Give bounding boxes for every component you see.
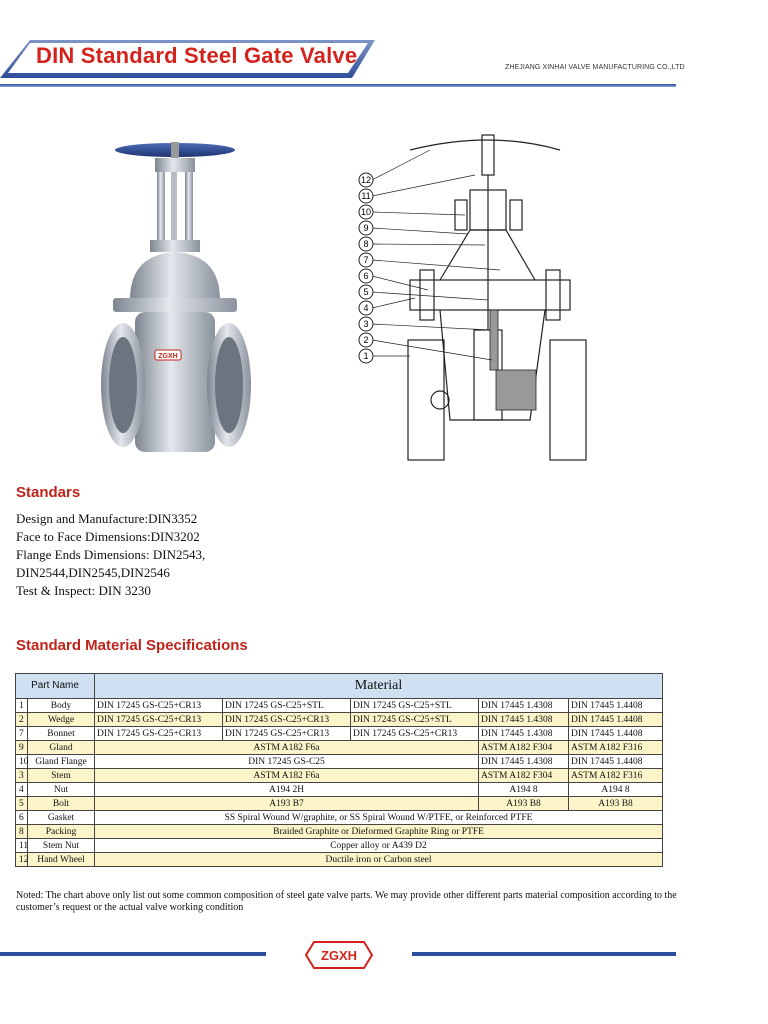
callout-8	[359, 237, 373, 251]
header-part-name: Part Name	[16, 674, 95, 699]
standards-line: Flange Ends Dimensions: DIN2543,	[16, 547, 206, 562]
svg-text:8: 8	[363, 239, 369, 249]
material-cell: DIN 17445 1.4308	[479, 755, 569, 769]
material-cell: A193 B7	[95, 797, 479, 811]
table-row	[16, 727, 663, 741]
table-row	[16, 783, 663, 797]
material-cell: DIN 17245 GS-C25+STL	[223, 699, 351, 713]
table-row	[16, 699, 663, 713]
material-spec-table	[15, 673, 663, 867]
callout-4	[359, 301, 373, 315]
material-cell: ASTM A182 F304	[479, 769, 569, 783]
part-name: Gland	[28, 741, 95, 755]
company-name: ZHEJIANG XINHAI VALVE MANUFACTURING CO.,LTD	[505, 64, 685, 71]
part-name: Stem	[28, 769, 95, 783]
valve-product-photo	[95, 140, 255, 465]
callout-7	[359, 253, 373, 267]
svg-text:4: 4	[363, 303, 369, 313]
material-cell: A194 2H	[95, 783, 479, 797]
table-row	[16, 741, 663, 755]
part-name: Bonnet	[28, 727, 95, 741]
standards-list	[16, 510, 205, 600]
photo-mark-text: ZGXH	[158, 353, 178, 360]
callout-2	[359, 333, 373, 347]
material-cell: A194 8	[479, 783, 569, 797]
standards-line: Face to Face Dimensions:DIN3202	[16, 529, 200, 544]
callout-3	[359, 317, 373, 331]
page-title: DIN Standard Steel Gate Valve	[36, 43, 358, 68]
row-number: 7	[16, 727, 28, 741]
material-cell: A193 B8	[479, 797, 569, 811]
table-row	[16, 713, 663, 727]
svg-text:6: 6	[363, 271, 369, 281]
row-number: 11	[16, 839, 28, 853]
material-cell: DIN 17445 1.4408	[569, 755, 663, 769]
callout-6	[359, 269, 373, 283]
part-name: Stem Nut	[28, 839, 95, 853]
material-cell: DIN 17245 GS-C25+CR13	[351, 727, 479, 741]
callout-10	[359, 205, 373, 219]
svg-text:3: 3	[363, 319, 369, 329]
svg-text:1: 1	[363, 351, 369, 361]
material-cell: DIN 17245 GS-C25+CR13	[95, 713, 223, 727]
material-cell: A193 B8	[569, 797, 663, 811]
svg-text:10: 10	[360, 207, 372, 217]
material-cell: DIN 17245 GS-C25	[95, 755, 479, 769]
material-cell: DIN 17245 GS-C25+CR13	[95, 727, 223, 741]
material-cell: DIN 17245 GS-C25+STL	[351, 713, 479, 727]
standards-heading: Standars	[16, 484, 81, 501]
material-cell: DIN 17245 GS-C25+CR13	[95, 699, 223, 713]
svg-text:5: 5	[363, 287, 369, 297]
table-row	[16, 811, 663, 825]
table-row	[16, 797, 663, 811]
svg-text:2: 2	[363, 335, 369, 345]
material-cell: DIN 17245 GS-C25+CR13	[223, 713, 351, 727]
material-cell: DIN 17445 1.4308	[479, 699, 569, 713]
row-number: 1	[16, 699, 28, 713]
svg-text:11: 11	[361, 191, 371, 201]
standards-line: Design and Manufacture:DIN3352	[16, 511, 198, 526]
part-name: Bolt	[28, 797, 95, 811]
part-name: Wedge	[28, 713, 95, 727]
material-cell: Copper alloy or A439 D2	[95, 839, 663, 853]
material-cell: DIN 17245 GS-C25+CR13	[223, 727, 351, 741]
row-number: 10	[16, 755, 28, 769]
material-cell: Ductile iron or Carbon steel	[95, 853, 663, 867]
material-cell: DIN 17445 1.4408	[569, 713, 663, 727]
table-row	[16, 825, 663, 839]
row-number: 3	[16, 769, 28, 783]
footer-line-right	[412, 952, 676, 956]
callout-11	[359, 189, 373, 203]
callout-12	[359, 173, 373, 187]
footnote: Noted: The chart above only list out some common composition of steel gate valve parts. We may provide other different parts material composition according to the customer’s request or the actual valve working condition	[16, 890, 677, 913]
callout-1	[359, 349, 373, 363]
svg-text:7: 7	[363, 255, 369, 265]
material-cell: DIN 17445 1.4308	[479, 727, 569, 741]
logo-text: ZGXH	[320, 948, 358, 963]
row-number: 5	[16, 797, 28, 811]
standards-line: Test & Inspect: DIN 3230	[16, 583, 151, 598]
part-name: Body	[28, 699, 95, 713]
header-divider	[0, 84, 676, 87]
part-name: Gland Flange	[28, 755, 95, 769]
row-number: 6	[16, 811, 28, 825]
material-cell: ASTM A182 F6a	[95, 741, 479, 755]
table-row	[16, 755, 663, 769]
material-cell: SS Spiral Wound W/graphite, or SS Spiral Wound W/PTFE, or Reinforced PTFE	[95, 811, 663, 825]
material-cell: DIN 17445 1.4408	[569, 699, 663, 713]
material-cell: DIN 17245 GS-C25+STL	[351, 699, 479, 713]
material-cell: ASTM A182 F316	[569, 769, 663, 783]
row-number: 4	[16, 783, 28, 797]
materials-heading: Standard Material Specifications	[16, 637, 248, 654]
material-cell: Braided Graphite or Dieformed Graphite Ring or PTFE	[95, 825, 663, 839]
part-name: Nut	[28, 783, 95, 797]
part-name: Gasket	[28, 811, 95, 825]
row-number: 9	[16, 741, 28, 755]
footer-line-left	[0, 952, 266, 956]
material-cell: DIN 17445 1.4308	[479, 713, 569, 727]
table-row	[16, 853, 663, 867]
table-row	[16, 769, 663, 783]
material-cell: DIN 17445 1.4408	[569, 727, 663, 741]
callout-9	[359, 221, 373, 235]
material-cell: ASTM A182 F6a	[95, 769, 479, 783]
table-row	[16, 839, 663, 853]
part-name: Hand Wheel	[28, 853, 95, 867]
row-number: 2	[16, 713, 28, 727]
header-material: Material	[95, 674, 663, 699]
standards-line: DIN2544,DIN2545,DIN2546	[16, 565, 170, 580]
callout-5	[359, 285, 373, 299]
part-name: Packing	[28, 825, 95, 839]
row-number: 12	[16, 853, 28, 867]
table-header-row	[16, 674, 663, 699]
material-cell: ASTM A182 F316	[569, 741, 663, 755]
material-cell: A194 8	[569, 783, 663, 797]
company-logo	[304, 940, 374, 970]
valve-section-drawing	[350, 130, 595, 470]
material-cell: ASTM A182 F304	[479, 741, 569, 755]
row-number: 8	[16, 825, 28, 839]
svg-text:9: 9	[363, 223, 369, 233]
svg-text:12: 12	[360, 175, 372, 185]
